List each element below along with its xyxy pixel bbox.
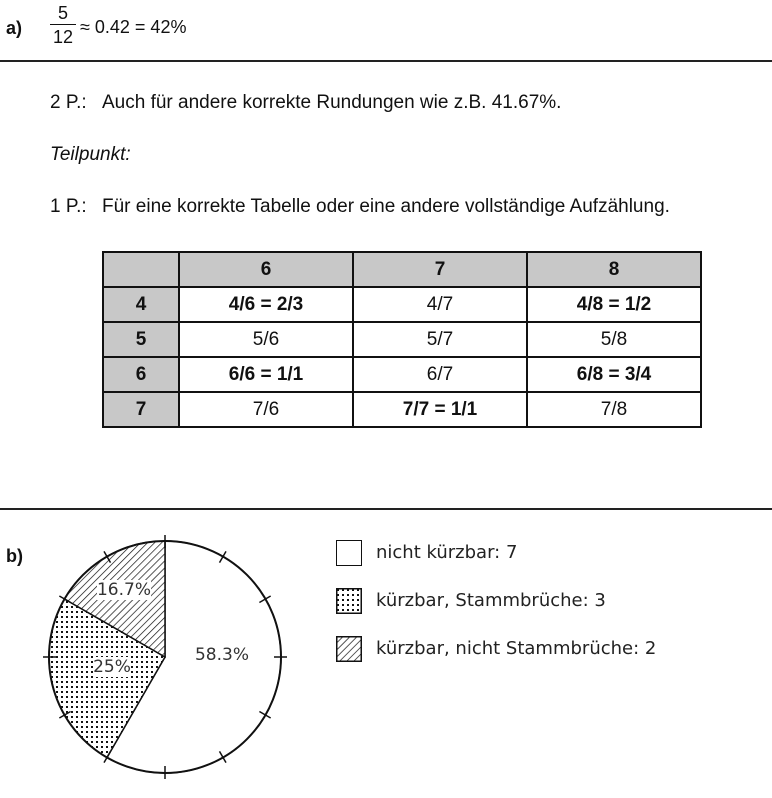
table-header-row: [103, 252, 701, 287]
table-row: [103, 287, 701, 322]
table-row-head: 7: [103, 392, 179, 427]
scoring-line-2: [50, 196, 670, 218]
fraction-numerator: 5: [57, 3, 68, 23]
table-row: [103, 392, 701, 427]
pie-slice-label: 58.3%: [194, 645, 250, 665]
fraction-table: [102, 251, 702, 428]
table-cell: 6/7: [353, 357, 527, 392]
table-header-cell: 8: [527, 252, 701, 287]
table-cell: 5/6: [179, 322, 353, 357]
section-divider-bottom: [0, 508, 772, 510]
section-divider-top: [0, 60, 772, 62]
scoring-line-1: [50, 92, 561, 114]
scoring-points-1: 2 P.:: [50, 92, 87, 113]
scoring-points-2: 1 P.:: [50, 196, 87, 217]
legend-swatch-plain: [336, 540, 362, 566]
table-cell: 4/8 = 1/2: [527, 287, 701, 322]
fraction-denominator: 12: [52, 27, 74, 47]
table-cell: 7/8: [527, 392, 701, 427]
approximation-text: ≈ 0.42 = 42%: [80, 17, 187, 37]
scoring-text-1: Auch für andere korrekte Rundungen wie z.B. 41.67%.: [102, 92, 562, 113]
scoring-text-2: Für eine korrekte Tabelle oder eine andere vollständige Aufzählung.: [102, 196, 670, 217]
table-header-cell: 6: [179, 252, 353, 287]
table-row: [103, 357, 701, 392]
part-b-label: b): [6, 546, 23, 566]
table-row-head: 5: [103, 322, 179, 357]
table-header-cell: 7: [353, 252, 527, 287]
subpoint-label: Teilpunkt:: [50, 144, 131, 165]
legend-swatch-hatch: [336, 636, 362, 662]
pie-slice-label: 25%: [93, 657, 131, 677]
table-cell: 6/8 = 3/4: [527, 357, 701, 392]
fraction: [50, 3, 76, 47]
pie-chart: [0, 520, 320, 790]
table-cell: 5/8: [527, 322, 701, 357]
pie-slice-label: 16.7%: [96, 580, 152, 600]
part-a-label: a): [6, 18, 23, 38]
legend-label: kürzbar, Stammbrüche: 3: [376, 590, 606, 611]
table-cell: 6/6 = 1/1: [179, 357, 353, 392]
table-cell: 4/6 = 2/3: [179, 287, 353, 322]
legend-swatch-dots: [336, 588, 362, 614]
table-row-head: 4: [103, 287, 179, 322]
table-cell: 7/7 = 1/1: [353, 392, 527, 427]
legend-label: nicht kürzbar: 7: [376, 542, 518, 563]
table-cell: 5/7: [353, 322, 527, 357]
table-corner-cell: [103, 252, 179, 287]
table-cell: 7/6: [179, 392, 353, 427]
table-row: [103, 322, 701, 357]
fraction-bar: [50, 24, 76, 25]
table-cell: 4/7: [353, 287, 527, 322]
table-row-head: 6: [103, 357, 179, 392]
legend-label: kürzbar, nicht Stammbrüche: 2: [376, 638, 657, 659]
